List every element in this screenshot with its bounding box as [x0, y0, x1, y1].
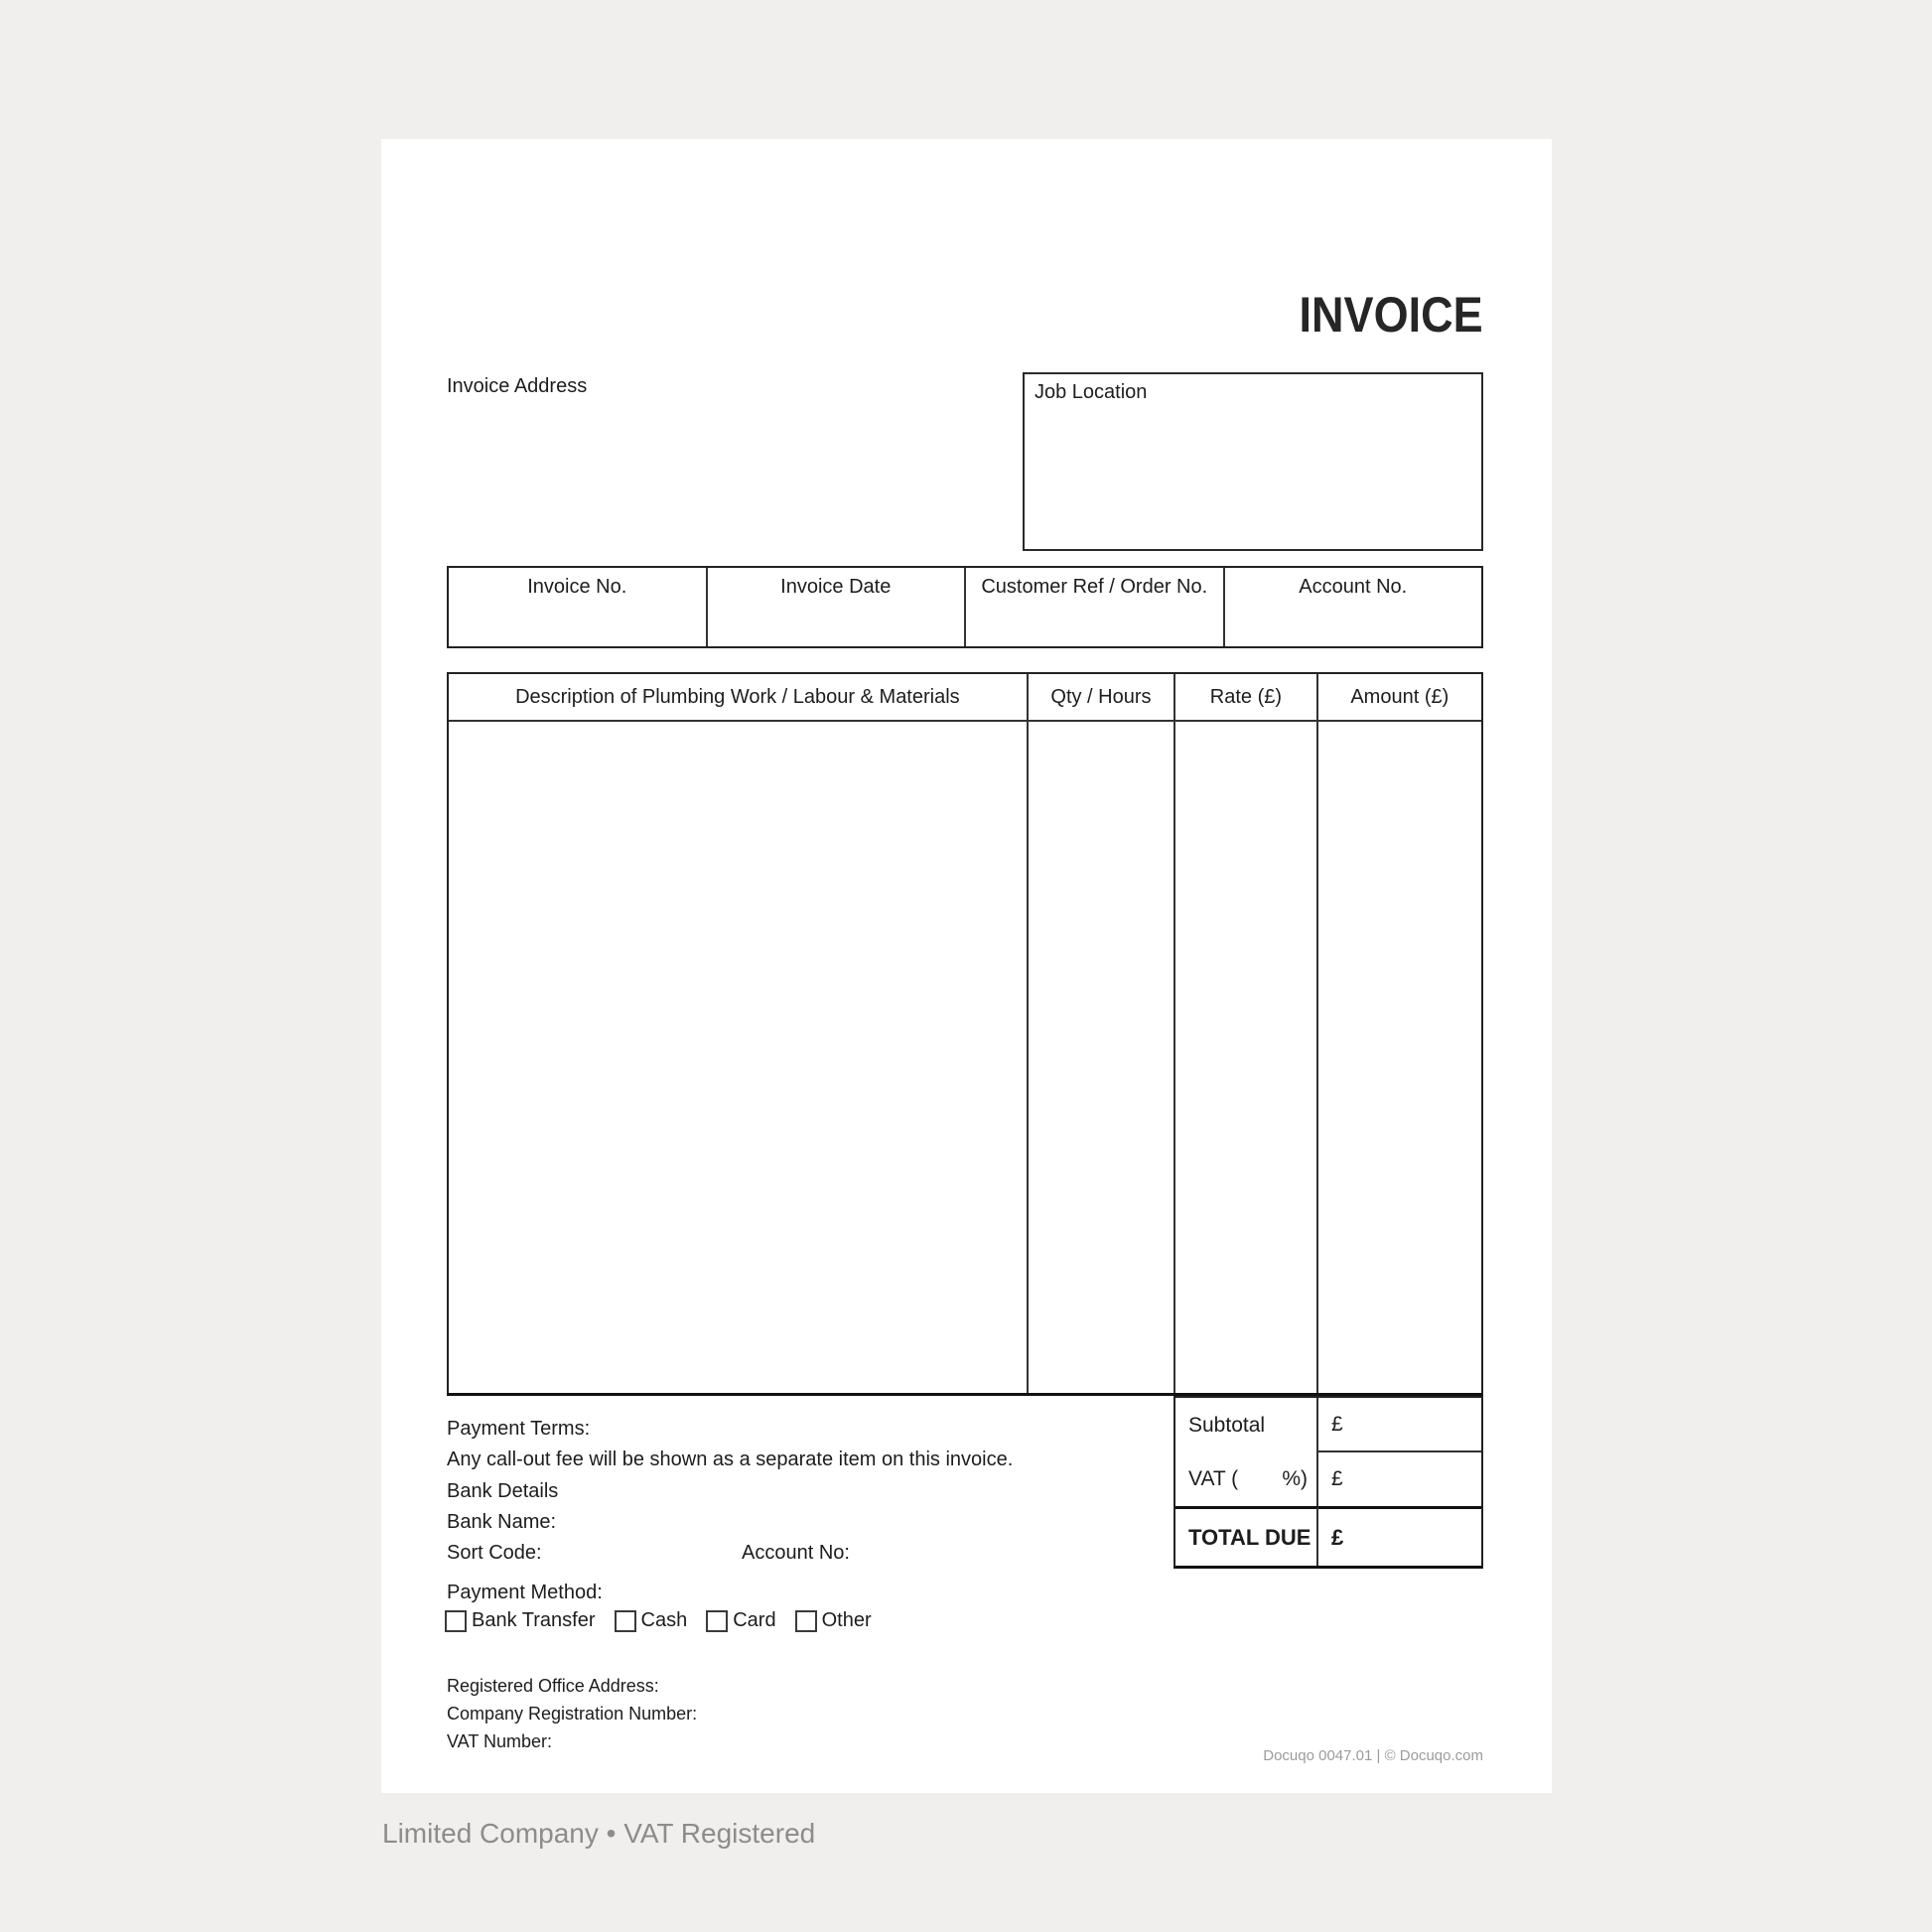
account-no-label: Account No:: [742, 1542, 850, 1564]
bank-transfer-label: Bank Transfer: [472, 1609, 596, 1631]
payment-method-card: [706, 1609, 775, 1632]
description-column-header: Description of Plumbing Work / Labour & Materials: [449, 674, 1029, 722]
account-no-header: Account No.: [1299, 576, 1408, 598]
amount-column-header: Amount (£): [1318, 674, 1481, 722]
line-items-table: [447, 672, 1483, 1396]
qty-hours-entry-area[interactable]: [1029, 722, 1175, 1393]
payment-method-cash: [615, 1609, 688, 1632]
total-due-label-text: TOTAL DUE: [1188, 1524, 1311, 1550]
qty-hours-column-header: Qty / Hours: [1029, 674, 1175, 722]
payment-method-bank-transfer: [445, 1609, 596, 1632]
invoice-no-cell[interactable]: [449, 568, 708, 646]
amount-entry-area[interactable]: [1318, 722, 1481, 1393]
page-title: INVOICE: [1299, 287, 1483, 343]
vat-label-open: VAT (: [1188, 1467, 1239, 1490]
invoice-date-cell[interactable]: [708, 568, 967, 646]
totals-table: [1173, 1396, 1483, 1569]
invoice-page: [381, 139, 1552, 1793]
payment-method-other: [795, 1609, 872, 1632]
card-label: Card: [733, 1609, 776, 1631]
rate-column-header: Rate (£): [1175, 674, 1317, 722]
bank-name-label: Bank Name:: [447, 1511, 557, 1533]
rate-entry-area[interactable]: [1175, 722, 1317, 1393]
callout-fee-note: Any call-out fee will be shown as a separate item on this invoice.: [447, 1449, 1014, 1470]
payment-method-label: Payment Method:: [447, 1582, 603, 1603]
line-items-header-row: [449, 674, 1481, 722]
card-checkbox[interactable]: [706, 1610, 728, 1632]
registered-office-label: Registered Office Address:: [447, 1676, 659, 1696]
total-due-value-cell[interactable]: [1318, 1506, 1481, 1566]
total-due-currency-symbol: £: [1331, 1524, 1344, 1550]
vat-label: [1175, 1452, 1318, 1506]
document-type-caption: Limited Company • VAT Registered: [382, 1818, 816, 1849]
subtotal-currency-symbol: £: [1331, 1412, 1343, 1436]
invoice-meta-table: [447, 566, 1483, 648]
customer-ref-header: Customer Ref / Order No.: [981, 576, 1208, 598]
customer-ref-cell[interactable]: [966, 568, 1225, 646]
description-entry-area[interactable]: [449, 722, 1029, 1393]
payment-terms-label: Payment Terms:: [447, 1418, 591, 1440]
account-no-cell[interactable]: [1225, 568, 1482, 646]
invoice-date-header: Invoice Date: [780, 576, 892, 598]
vat-number-label: VAT Number:: [447, 1731, 553, 1751]
job-location-box[interactable]: [1023, 372, 1483, 551]
subtotal-label-text: Subtotal: [1188, 1413, 1266, 1437]
invoice-address-label: Invoice Address: [447, 375, 588, 397]
other-checkbox[interactable]: [795, 1610, 817, 1632]
vat-value-cell[interactable]: [1318, 1452, 1481, 1506]
subtotal-value-cell[interactable]: [1318, 1398, 1481, 1452]
sort-code-row: [447, 1542, 1042, 1565]
company-registration-number-label: Company Registration Number:: [447, 1704, 698, 1724]
cash-checkbox[interactable]: [615, 1610, 636, 1632]
other-label: Other: [821, 1609, 872, 1631]
bank-transfer-checkbox[interactable]: [445, 1610, 467, 1632]
invoice-no-header: Invoice No.: [527, 576, 627, 598]
total-due-label: [1175, 1506, 1318, 1566]
line-items-body-row: [449, 722, 1481, 1393]
bank-details-label: Bank Details: [447, 1480, 559, 1502]
vat-currency-symbol: £: [1331, 1467, 1343, 1490]
payment-method-options: [445, 1609, 872, 1632]
cash-label: Cash: [640, 1609, 688, 1631]
sort-code-label: Sort Code:: [447, 1542, 542, 1564]
document-credit: Docuqo 0047.01 | © Docuqo.com: [1263, 1747, 1483, 1764]
job-location-label: Job Location: [1035, 381, 1148, 403]
subtotal-label: [1175, 1398, 1318, 1452]
vat-label-close: %): [1282, 1467, 1308, 1490]
